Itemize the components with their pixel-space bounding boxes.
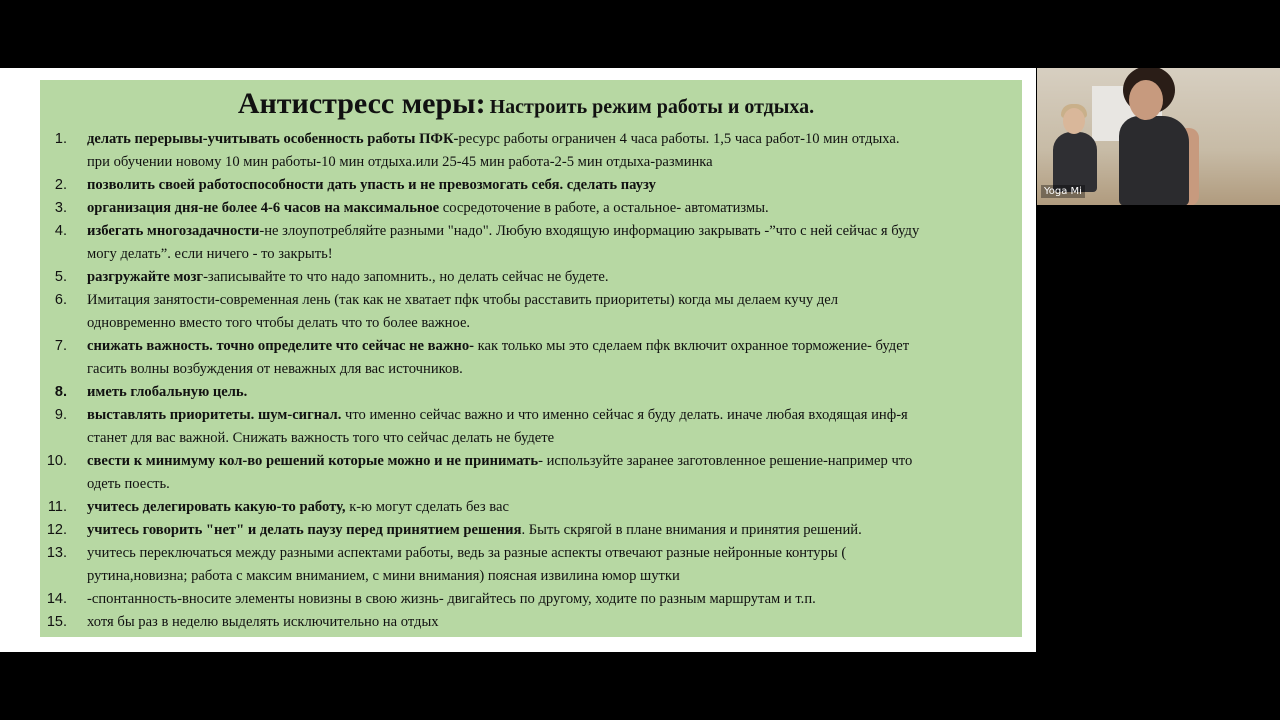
list-item xyxy=(40,197,1012,220)
participant-name-label: Yoga Mi xyxy=(1041,185,1085,198)
item-bold-text: учитесь делегировать какую-то работу, xyxy=(87,499,346,515)
item-line xyxy=(87,289,1012,312)
item-continuation xyxy=(87,358,1012,381)
list-item xyxy=(40,588,1012,611)
item-bold-text: организация дня-не более 4-6 часов на максимальное xyxy=(87,200,440,216)
item-continuation xyxy=(87,243,1012,266)
item-bold-text: делать перерывы-учитывать особенность работы ПФК- xyxy=(87,131,459,147)
item-number: 14. xyxy=(46,591,67,607)
item-bold-text: позволить своей работоспособности дать упасть и не превозмогать себя. сделать паузу xyxy=(87,177,656,193)
item-bold-text: разгружайте мозг xyxy=(87,269,204,285)
item-text: сосредоточение в работе, а остальное- автоматизмы. xyxy=(439,200,769,216)
item-text: учитесь переключаться между разными аспектами работы, ведь за разные аспекты отвечают разные нейронные контуры ( xyxy=(87,545,847,561)
item-text: хотя бы раз в неделю выделять исключительно на отдых xyxy=(87,614,439,630)
item-bold-text: иметь глобальную цель. xyxy=(87,384,248,400)
item-continuation xyxy=(87,565,1012,588)
item-continuation xyxy=(87,473,1012,496)
slide xyxy=(40,80,1022,637)
item-number: 10. xyxy=(46,453,67,469)
item-continuation-text: станет для вас важной. Снижать важность того что сейчас делать не будете xyxy=(87,430,555,446)
item-line xyxy=(87,450,1012,473)
shared-screen xyxy=(0,68,1036,652)
item-bold-text: избегать многозадачности xyxy=(87,223,260,239)
list-item xyxy=(40,335,1012,381)
item-line xyxy=(87,197,1012,220)
item-line xyxy=(87,174,1012,197)
list-item xyxy=(40,611,1012,634)
item-text: Имитация занятости-современная лень (так как не хватает пфк чтобы расставить приоритеты) когда мы делаем кучу дел xyxy=(87,292,839,308)
list-item xyxy=(40,174,1012,197)
item-continuation-text: рутина,новизна; работа с максим вниманием, с мини внимания) поясная извилина юмор шутки xyxy=(87,568,680,584)
item-continuation-text: одеть поесть. xyxy=(87,476,170,492)
list-item xyxy=(40,128,1012,174)
item-line xyxy=(87,588,1012,611)
item-continuation xyxy=(87,312,1012,335)
item-number: 9. xyxy=(54,407,67,423)
list-item xyxy=(40,266,1012,289)
item-number: 1. xyxy=(54,131,67,147)
item-number: 15. xyxy=(46,614,67,630)
item-bold-text: снижать важность. точно определите что сейчас не важно- xyxy=(87,338,474,354)
item-number: 11. xyxy=(47,499,67,515)
participant-figure-left xyxy=(1053,132,1097,192)
slide-title-sub: Настроить режим работы и отдыха. xyxy=(489,96,815,118)
item-number: 7. xyxy=(54,338,67,354)
item-line xyxy=(87,381,1012,404)
item-number: 2. xyxy=(54,177,67,193)
item-line xyxy=(87,266,1012,289)
item-text: -записывайте то что надо запомнить., но делать сейчас не будете. xyxy=(203,269,609,285)
participant-head-left xyxy=(1063,108,1085,134)
item-text: к-ю могут сделать без вас xyxy=(345,499,509,515)
item-text: как только мы это сделаем пфк включит охранное торможение- будет xyxy=(474,338,910,354)
item-number: 5. xyxy=(54,269,67,285)
item-line xyxy=(87,404,1012,427)
item-line xyxy=(87,128,1012,151)
item-continuation xyxy=(87,151,1012,174)
item-text: . Быть скрягой в плане внимания и принятия решений. xyxy=(521,522,862,538)
item-line xyxy=(87,519,1012,542)
measures-list xyxy=(40,128,1012,634)
list-item xyxy=(40,220,1012,266)
item-continuation-text: гасить волны возбуждения от неважных для вас источников. xyxy=(87,361,463,377)
item-continuation-text: одновременно вместо того чтобы делать что то более важное. xyxy=(87,315,471,331)
item-number: 3. xyxy=(54,200,67,216)
item-line xyxy=(87,335,1012,358)
item-line xyxy=(87,496,1012,519)
item-text: -не злоупотребляйте разными "надо". Любую входящую информацию закрывать -”что с ней сейчас я буду xyxy=(259,223,920,239)
participant-figure-right xyxy=(1119,116,1189,205)
item-bold-text: выставлять приоритеты. шум-сигнал. xyxy=(87,407,342,423)
list-item xyxy=(40,404,1012,450)
item-number: 12. xyxy=(46,522,67,538)
item-line xyxy=(87,611,1012,634)
item-line xyxy=(87,220,1012,243)
item-text: ресурс работы ограничен 4 часа работы. 1,5 часа работ-10 мин отдыха. xyxy=(458,131,900,147)
item-bold-text: свести к минимуму кол-во решений которые можно и не принимать xyxy=(87,453,539,469)
participant-video-tile[interactable] xyxy=(1037,68,1280,205)
item-text: -спонтанность-вносите элементы новизны в свою жизнь- двигайтесь по другому, ходите по разным маршрутам и т.п. xyxy=(87,591,816,607)
list-item xyxy=(40,450,1012,496)
list-item xyxy=(40,289,1012,335)
list-item xyxy=(40,542,1012,588)
item-text: что именно сейчас важно и что именно сейчас я буду делать. иначе любая входящая инф-я xyxy=(341,407,908,423)
list-item xyxy=(40,381,1012,404)
participant-head-right xyxy=(1129,80,1163,120)
slide-title-main: Антистресс меры: xyxy=(237,87,486,120)
item-number: 8. xyxy=(54,384,67,400)
list-item xyxy=(40,519,1012,542)
item-text: - используйте заранее заготовленное решение-например что xyxy=(538,453,913,469)
item-continuation-text: при обучении новому 10 мин работы-10 мин отдыха.или 25-45 мин работа-2-5 мин отдыха-разминка xyxy=(87,154,713,170)
item-line xyxy=(87,542,1012,565)
item-continuation xyxy=(87,427,1012,450)
list-item xyxy=(40,496,1012,519)
item-number: 6. xyxy=(54,292,67,308)
item-continuation-text: могу делать”. если ничего - то закрыть! xyxy=(87,246,333,262)
item-number: 13. xyxy=(46,545,67,561)
slide-title xyxy=(40,86,1012,122)
item-number: 4. xyxy=(54,223,67,239)
item-bold-text: учитесь говорить "нет" и делать паузу перед принятием решения xyxy=(87,522,522,538)
